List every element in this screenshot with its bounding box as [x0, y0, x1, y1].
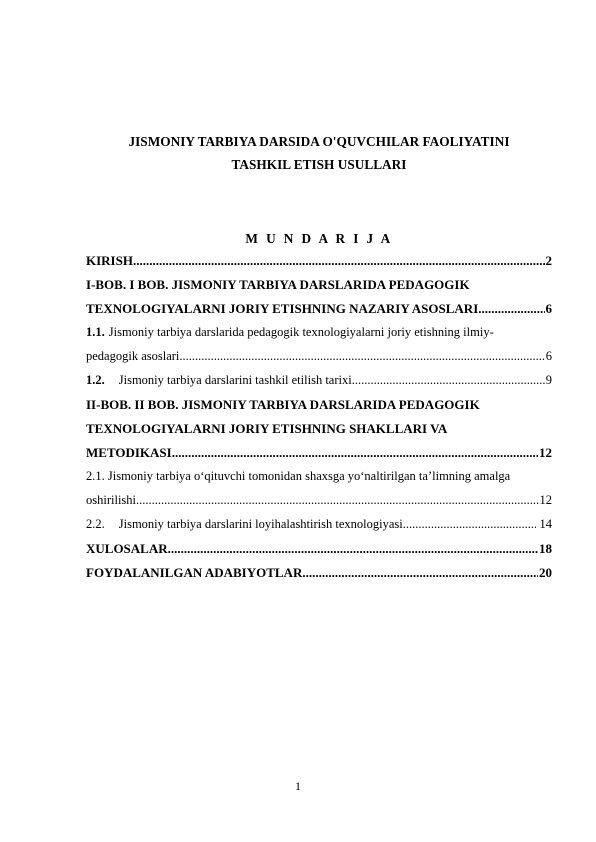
toc-entry-bob-2-line-2[interactable]	[86, 420, 552, 437]
toc-entry-text: Jismoniy tarbiya darslarini loyihalashtirish texnologiyasi	[118, 517, 403, 531]
toc-entry-bob-2-line-1[interactable]	[86, 396, 552, 413]
document-title-line-2: TASHKIL ETISH USULLARI	[231, 157, 407, 172]
toc-entry-text: II-BOB. II BOB. JISMONIY TARBIYA DARSLARIDA PEDAGOGIK	[86, 397, 480, 412]
toc-entry-bob-1-line-1[interactable]	[86, 276, 552, 293]
toc-page-number: 12	[539, 445, 552, 460]
toc-entry-2-1-line-1[interactable]	[86, 468, 552, 485]
toc-dot-leader	[136, 492, 538, 509]
toc-entry-text: XULOSALAR	[86, 541, 168, 556]
toc-entry-text: pedagogik asoslari	[86, 349, 180, 363]
toc-page-number: 12	[539, 493, 552, 507]
toc-entry-1-2[interactable]	[86, 372, 552, 389]
toc-entry-text: Jismoniy tarbiya darslarini tashkil etilish tarixi	[118, 373, 352, 387]
toc-page-number: 2	[545, 253, 552, 268]
toc-entry-number: 1.1.	[86, 325, 105, 339]
toc-entry-text: I-BOB. I BOB. JISMONIY TARBIYA DARSLARIDA PEDAGOGIK	[86, 277, 470, 292]
page-number: 1	[295, 779, 301, 793]
toc-dot-leader	[478, 300, 544, 317]
toc-dot-leader	[403, 516, 536, 533]
toc-dot-leader	[133, 252, 545, 269]
toc-page-number: 20	[539, 565, 552, 580]
toc-dot-leader	[168, 540, 538, 557]
toc-entry-text: KIRISH	[86, 253, 133, 268]
toc-dot-leader	[302, 564, 538, 581]
toc-entry-adabiyotlar[interactable]	[86, 564, 552, 581]
toc-entry-bob-2-line-3[interactable]	[86, 444, 552, 461]
toc-entry-2-2[interactable]	[86, 516, 552, 533]
contents-heading: M U N D A R I J A	[245, 231, 393, 246]
toc-entry-text: oshirilishi	[86, 493, 137, 507]
toc-page-number: 9	[545, 373, 552, 387]
toc-entry-number: 1.2.	[86, 373, 105, 387]
toc-page-number: 6	[545, 301, 552, 316]
toc-entry-xulosalar[interactable]	[86, 540, 552, 557]
toc-entry-text: TEXNOLOGIYALARNI JORIY ETISHNING SHAKLLARI VA	[86, 421, 448, 436]
toc-entry-2-1-line-2[interactable]	[86, 492, 552, 509]
toc-entry-text: Jismoniy tarbiya darslarida pedagogik texnologiyalarni joriy etishning ilmiy-	[108, 325, 494, 339]
toc-entry-kirish[interactable]	[86, 252, 552, 269]
toc-page-number: 6	[545, 349, 552, 363]
toc-page-number: 18	[539, 541, 552, 556]
toc-entry-1-1-line-1[interactable]	[86, 324, 552, 341]
toc-entry-bob-1-line-2[interactable]	[86, 300, 552, 317]
toc-dot-leader	[179, 348, 544, 365]
toc-dot-leader	[352, 372, 545, 389]
toc-entry-text: 2.1. Jismoniy tarbiya o‘qituvchi tomonidan shaxsga yo‘naltirilgan ta’limning amalga	[86, 469, 511, 483]
toc-entry-number: 2.2.	[86, 517, 105, 531]
toc-page-number: 14	[539, 517, 552, 531]
document-title-line-1: JISMONIY TARBIYA DARSIDA O'QUVCHILAR FAOLIYATINI	[128, 134, 510, 149]
toc-entry-text: TEXNOLOGIYALARNI JORIY ETISHNING NAZARIY ASOSLARI	[86, 301, 479, 316]
toc-entry-1-1-line-2[interactable]	[86, 348, 552, 365]
toc-dot-leader	[172, 444, 538, 461]
toc-entry-text: FOYDALANILGAN ADABIYOTLAR	[86, 565, 303, 580]
toc-entry-text: METODIKASI	[86, 445, 172, 460]
